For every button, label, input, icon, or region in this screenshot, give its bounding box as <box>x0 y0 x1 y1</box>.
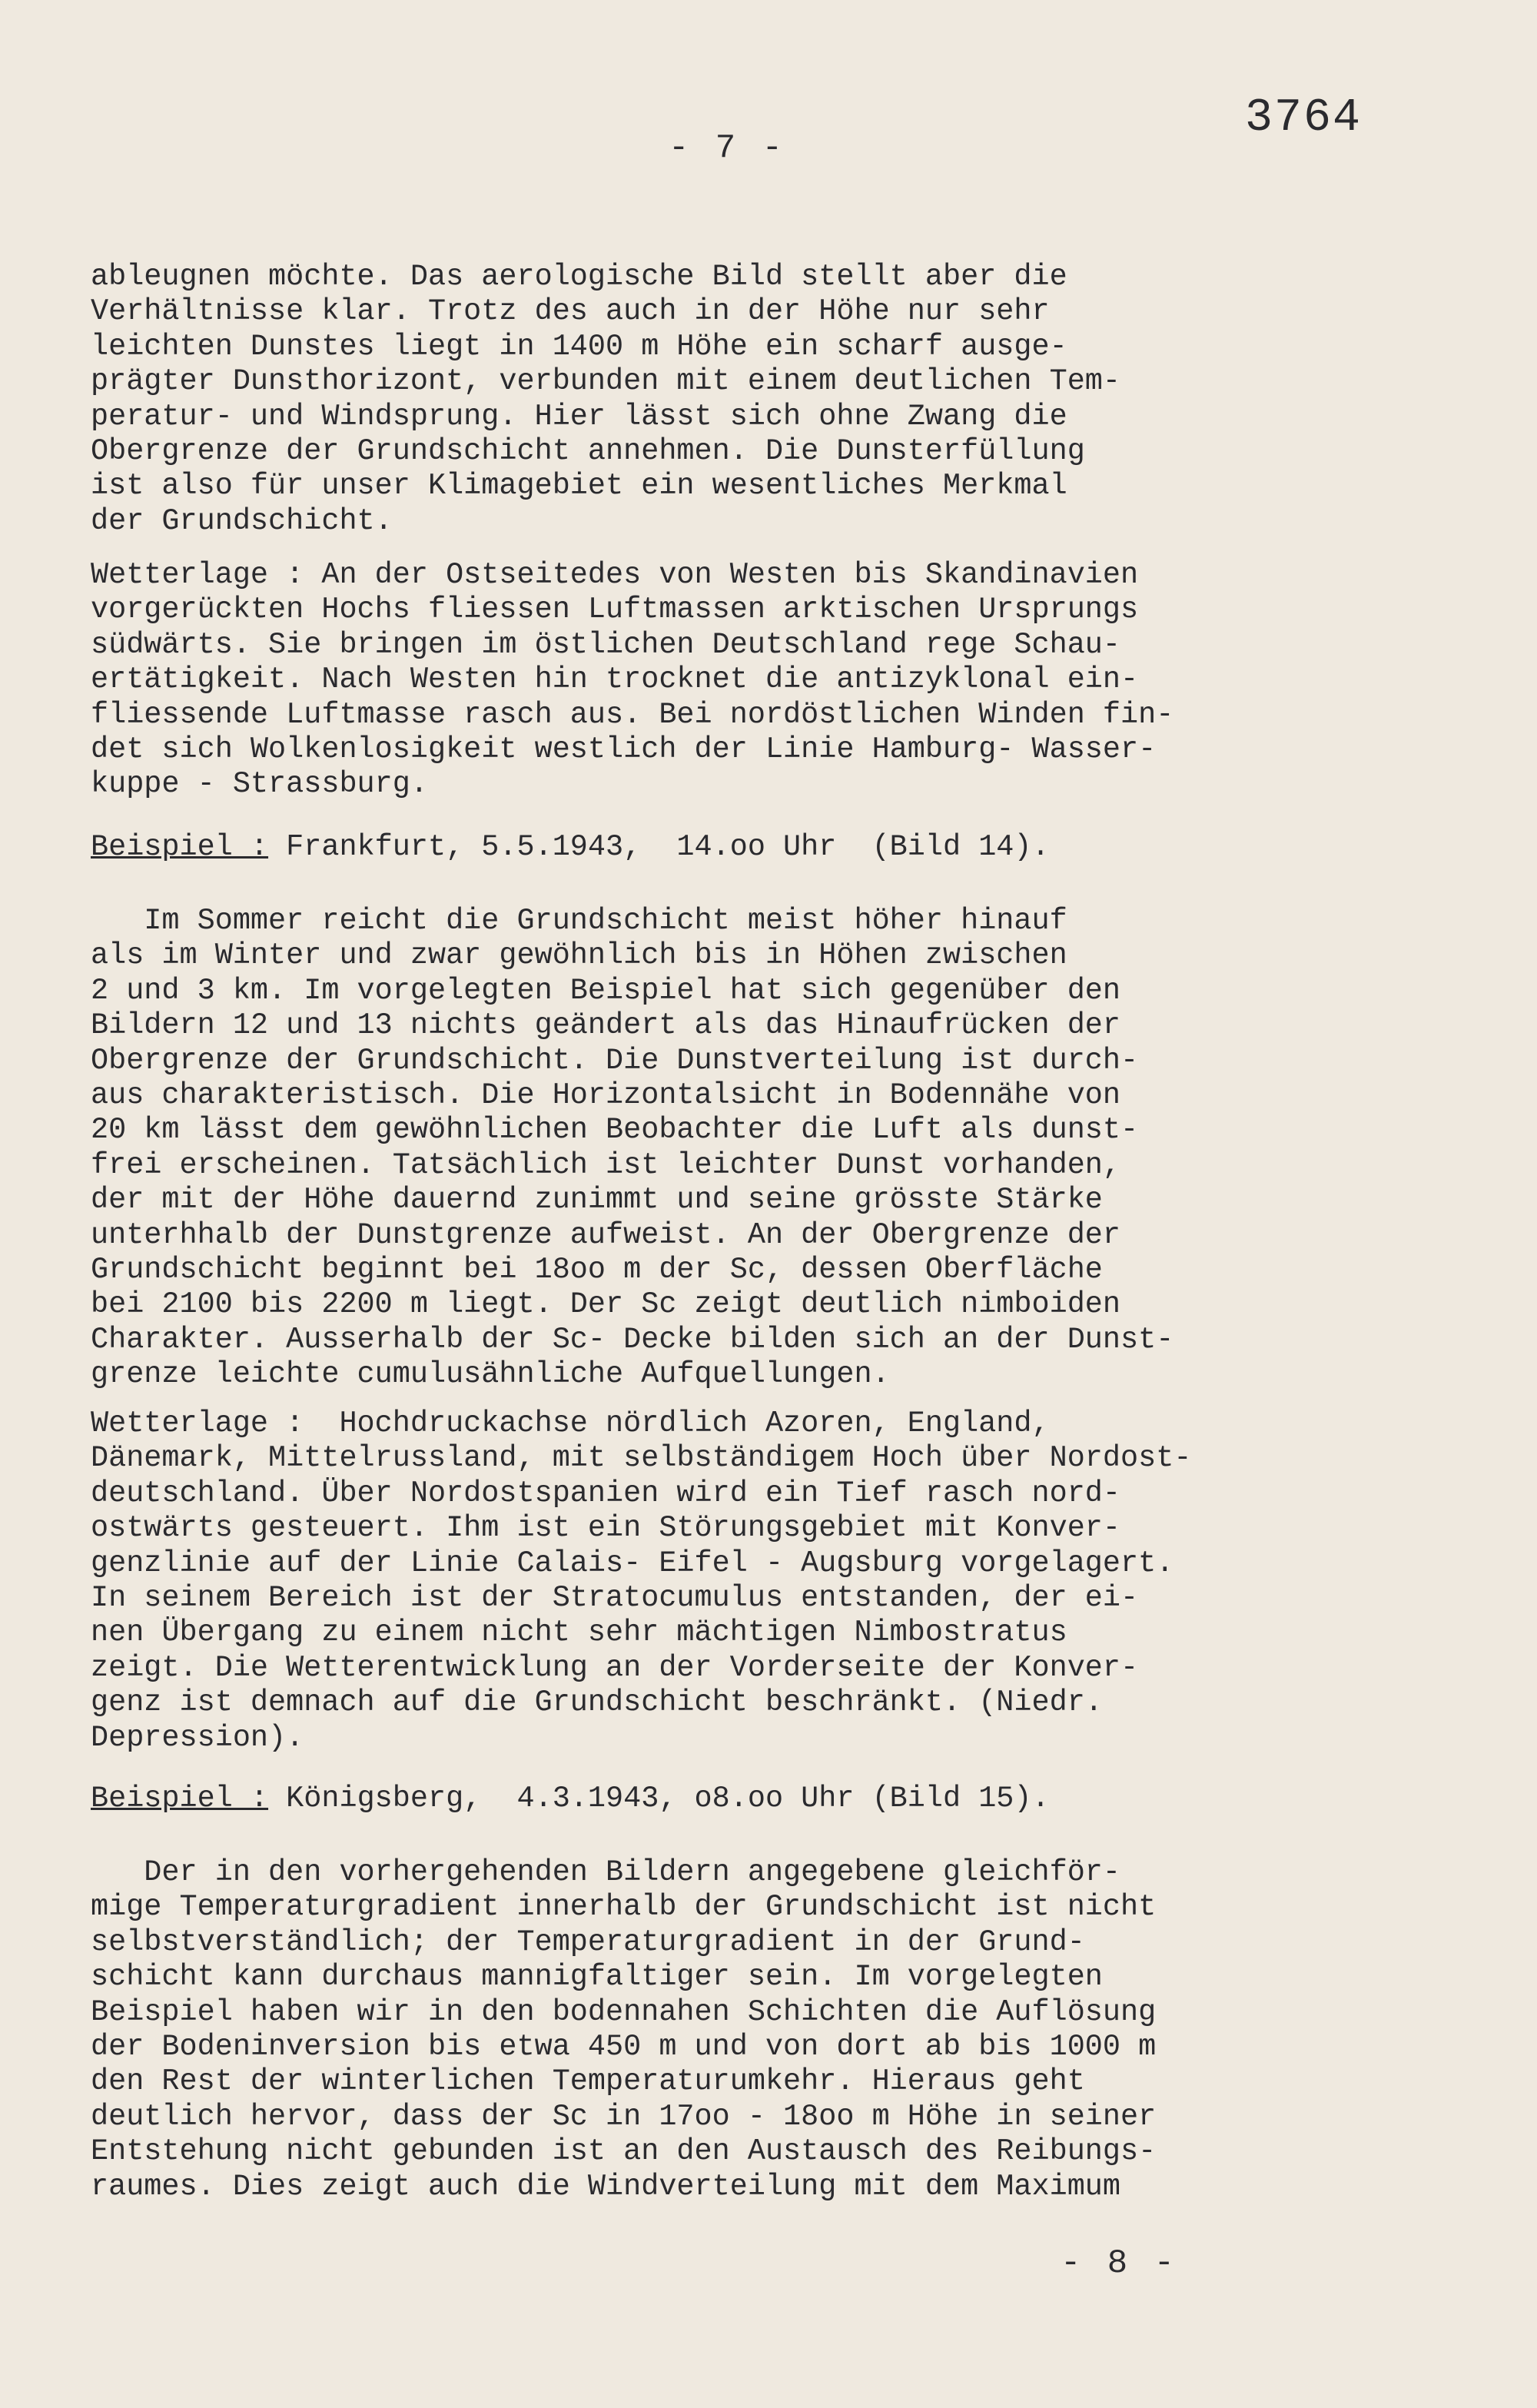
text-line: als im Winter und zwar gewöhnlich bis in Höhen zwischen <box>91 938 1067 973</box>
text-line: selbstverständlich; der Temperaturgradient in der Grund- <box>91 1925 1085 1959</box>
text-line: 2 und 3 km. Im vorgelegten Beispiel hat sich gegenüber den <box>91 973 1121 1008</box>
text-line: nen Übergang zu einem nicht sehr mächtigen Nimbostratus <box>91 1616 1067 1650</box>
text-line: genz ist demnach auf die Grundschicht beschränkt. (Niedr. <box>91 1686 1103 1720</box>
text-line: kuppe - Strassburg. <box>91 767 428 802</box>
text-line: unterhhalb der Dunstgrenze aufweist. An der Obergrenze der <box>91 1217 1121 1252</box>
text-line: der Bodeninversion bis etwa 450 m und von dort ab bis 1000 m <box>91 2030 1157 2064</box>
text-line: ertätigkeit. Nach Westen hin trocknet die antizyklonal ein- <box>91 663 1139 697</box>
paragraph-weather-1 <box>91 558 1413 802</box>
paragraph-1 <box>91 260 1413 539</box>
text-line: der mit der Höhe dauernd zunimmt und seine grösste Stärke <box>91 1183 1103 1217</box>
text-line: peratur- und Windsprung. Hier lässt sich ohne Zwang die <box>91 399 1067 433</box>
text-line: ist also für unser Klimagebiet ein wesentliches Merkmal <box>91 469 1067 503</box>
text-line: Der in den vorhergehenden Bildern angegebene gleichför- <box>91 1855 1121 1889</box>
text-line: ostwärts gesteuert. Ihm ist ein Störungsgebiet mit Konver- <box>91 1511 1121 1546</box>
text-line: In seinem Bereich ist der Stratocumulus entstanden, der ei- <box>91 1581 1139 1616</box>
text-line: Im Sommer reicht die Grundschicht meist höher hinauf <box>91 904 1067 938</box>
paragraph-3 <box>91 1855 1413 2204</box>
example-heading-1 <box>91 830 1413 865</box>
text-line: schicht kann durchaus mannigfaltiger sein. Im vorgelegten <box>91 1960 1103 1994</box>
text-line: fliessende Luftmasse rasch aus. Bei nordöstlichen Winden fin- <box>91 697 1174 732</box>
example-heading-2 <box>91 1782 1413 1816</box>
text-line: Bildern 12 und 13 nichts geändert als das Hinaufrücken der <box>91 1008 1121 1043</box>
text-line: südwärts. Sie bringen im östlichen Deutschland rege Schau- <box>91 627 1121 662</box>
text-line: raumes. Dies zeigt auch die Windverteilung mit dem Maximum <box>91 2169 1121 2204</box>
text-line: zeigt. Die Wetterentwicklung an der Vorderseite der Konver- <box>91 1650 1139 1685</box>
text-line: der Grundschicht. <box>91 503 393 538</box>
example-label: Beispiel : <box>91 1782 269 1815</box>
example-text: Frankfurt, 5.5.1943, 14.oo Uhr (Bild 14). <box>268 830 1050 864</box>
text-line: den Rest der winterlichen Temperaturumkehr. Hieraus geht <box>91 2064 1085 2099</box>
text-line: Grundschicht beginnt bei 18oo m der Sc, dessen Oberfläche <box>91 1253 1103 1287</box>
text-line: Entstehung nicht gebunden ist an den Austausch des Reibungs- <box>91 2134 1157 2169</box>
text-line: deutschland. Über Nordostspanien wird ein Tief rasch nord- <box>91 1476 1121 1510</box>
text-line: prägter Dunsthorizont, verbunden mit einem deutlichen Tem- <box>91 364 1121 399</box>
text-line: Wetterlage : Hochdruckachse nördlich Azoren, England, <box>91 1407 1050 1440</box>
text-line: genzlinie auf der Linie Calais- Eifel - Augsburg vorgelagert. <box>91 1546 1174 1580</box>
text-line: Obergrenze der Grundschicht annehmen. Die Dunsterfüllung <box>91 434 1085 469</box>
document-id: 3764 <box>1245 92 1363 144</box>
text-line: frei erscheinen. Tatsächlich ist leichter Dunst vorhanden, <box>91 1148 1121 1182</box>
text-line: Beispiel haben wir in den bodennahen Schichten die Auflösung <box>91 1994 1157 2029</box>
text-line: det sich Wolkenlosigkeit westlich der Linie Hamburg- Wasser- <box>91 732 1157 767</box>
text-line: grenze leichte cumulusähnliche Aufquellungen. <box>91 1357 890 1392</box>
paragraph-weather-2 <box>91 1407 1413 1755</box>
text-line: Verhältnisse klar. Trotz des auch in der Höhe nur sehr <box>91 294 1050 329</box>
text-line: bei 2100 bis 2200 m liegt. Der Sc zeigt deutlich nimboiden <box>91 1287 1121 1322</box>
example-text: Königsberg, 4.3.1943, o8.oo Uhr (Bild 15). <box>268 1782 1050 1815</box>
text-line: mige Temperaturgradient innerhalb der Grundschicht ist nicht <box>91 1890 1157 1925</box>
text-line: Charakter. Ausserhalb der Sc- Decke bilden sich an der Dunst- <box>91 1322 1174 1357</box>
text-line: ableugnen möchte. Das aerologische Bild stellt aber die <box>91 260 1067 294</box>
page-number: - 7 - <box>669 129 786 168</box>
text-line: Wetterlage : An der Ostseitedes von Westen bis Skandinavien <box>91 558 1139 592</box>
text-line: aus charakteristisch. Die Horizontalsicht in Bodennähe von <box>91 1078 1121 1113</box>
text-line: vorgerückten Hochs fliessen Luftmassen arktischen Ursprungs <box>91 593 1139 627</box>
next-page-number: - 8 - <box>1061 2244 1178 2283</box>
text-line: Obergrenze der Grundschicht. Die Dunstverteilung ist durch- <box>91 1043 1139 1078</box>
text-line: 20 km lässt dem gewöhnlichen Beobachter die Luft als dunst- <box>91 1113 1139 1148</box>
text-line: Depression). <box>91 1720 304 1755</box>
text-line: deutlich hervor, dass der Sc in 17oo - 18oo m Höhe in seiner <box>91 2099 1157 2134</box>
text-line: Dänemark, Mittelrussland, mit selbständigem Hoch über Nordost- <box>91 1441 1192 1476</box>
example-label: Beispiel : <box>91 830 269 864</box>
paragraph-2 <box>91 904 1413 1393</box>
text-line: leichten Dunstes liegt in 1400 m Höhe ein scharf ausge- <box>91 329 1067 364</box>
